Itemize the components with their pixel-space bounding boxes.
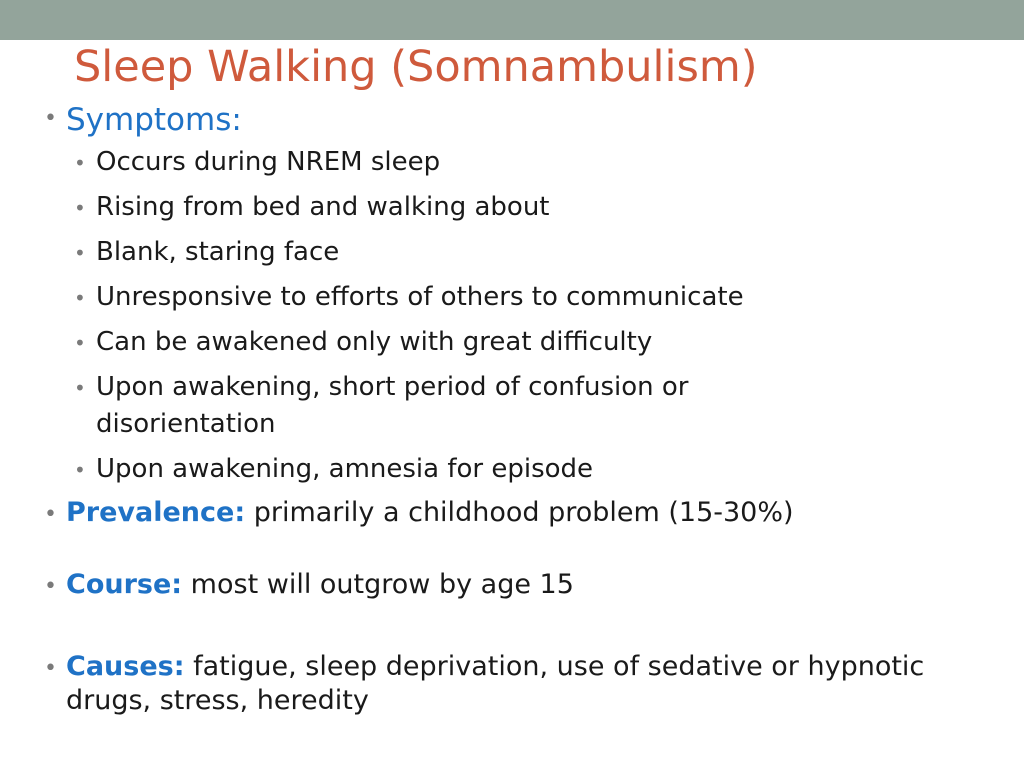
list-item: • Blank, staring face [74, 234, 1004, 271]
symptoms-heading: Symptoms: [66, 102, 242, 138]
list-item: • Can be awakened only with great difficulty [74, 324, 1004, 361]
prevalence-text: primarily a childhood problem (15-30%) [245, 497, 794, 528]
causes-bullet [44, 650, 936, 718]
causes-text: fatigue, sleep deprivation, use of sedative or hypnotic drugs, stress, heredity [66, 651, 925, 716]
prevalence-bullet [44, 496, 1004, 530]
top-band [0, 0, 1024, 40]
list-item: • Unresponsive to efforts of others to communicate [74, 279, 1004, 316]
symptoms-bullet [44, 100, 1004, 140]
list-item: • Occurs during NREM sleep [74, 144, 1004, 181]
list-item: • Rising from bed and walking about [74, 189, 1004, 226]
slide-content [44, 100, 1004, 718]
course-text: most will outgrow by age 15 [182, 569, 574, 600]
course-label: Course: [66, 569, 183, 600]
list-item: • Upon awakening, short period of confusion or disorientation [74, 369, 856, 443]
causes-label: Causes: [66, 651, 185, 682]
slide-title: Sleep Walking (Somnambulism) [74, 42, 758, 92]
symptoms-list [74, 144, 1004, 488]
prevalence-label: Prevalence: [66, 497, 246, 528]
list-item: • Upon awakening, amnesia for episode [74, 451, 1004, 488]
course-bullet [44, 568, 1004, 602]
